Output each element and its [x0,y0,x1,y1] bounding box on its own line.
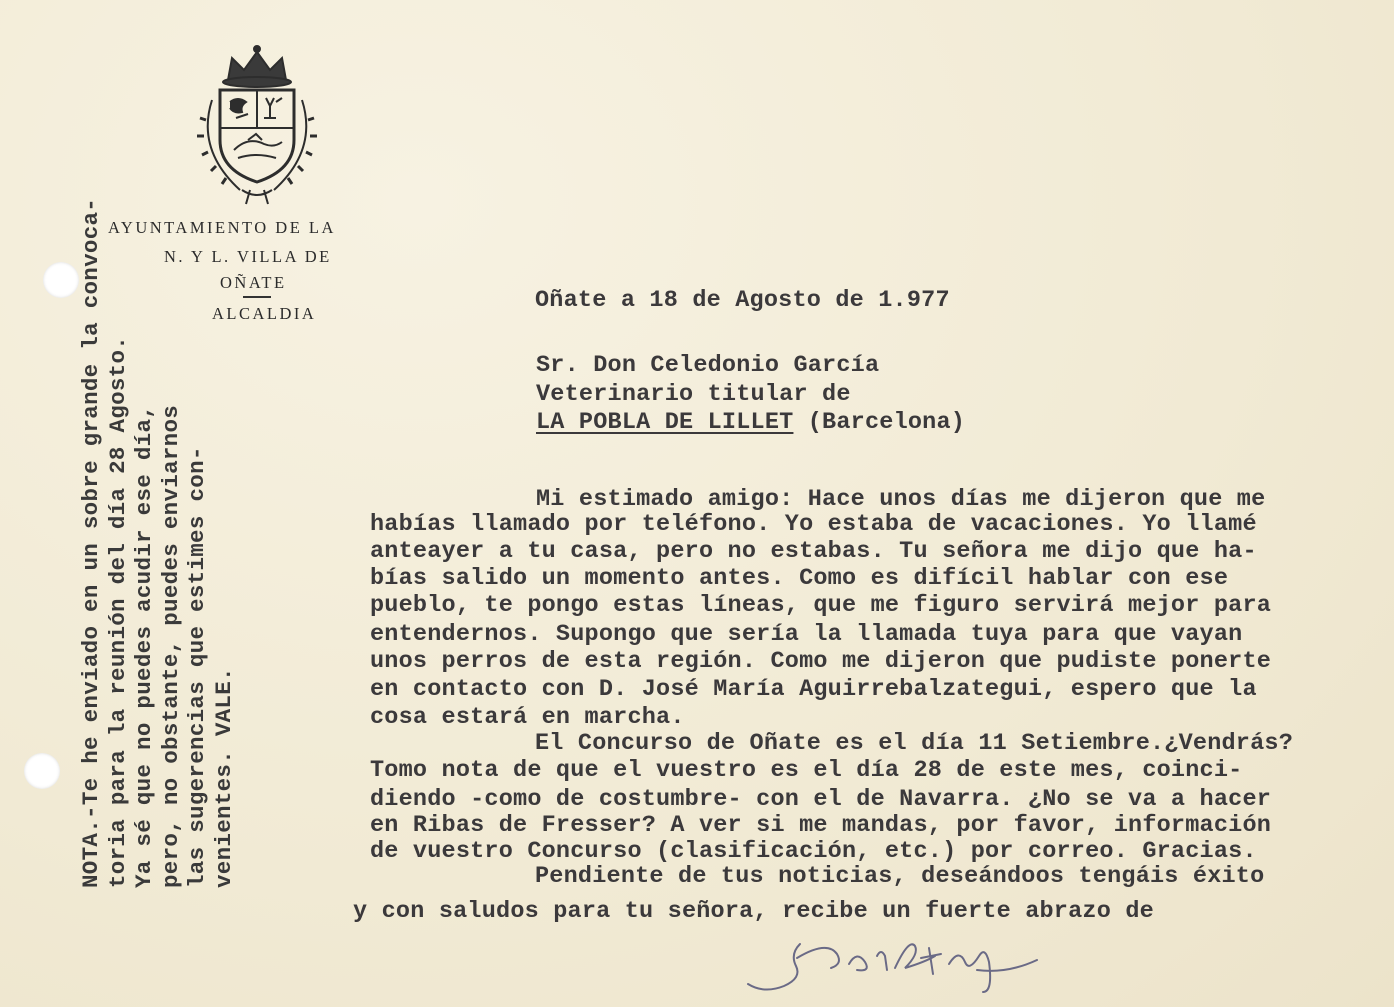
handwritten-signature-icon [745,930,1075,1000]
body-line: en Ribas de Fresser? A ver si me mandas, por favor, información [370,812,1272,839]
recipient-title: Veterinario titular de [536,381,851,408]
recipient-name: Sr. Don Celedonio García [536,352,880,379]
letterhead-line-3: OÑATE [220,273,287,292]
body-line: El Concurso de Oñate es el día 11 Setiembre.¿Vendrás? [535,730,1294,757]
letterhead-divider [243,296,271,298]
body-line: diendo -como de costumbre- con el de Navarra. ¿No se va a hacer [370,786,1272,813]
body-line: pueblo, te pongo estas líneas, que me figuro servirá mejor para [370,592,1272,619]
punch-hole-top [43,262,79,298]
letter-date: Oñate a 18 de Agosto de 1.977 [535,287,950,314]
letterhead-line-1: AYUNTAMIENTO DE LA [108,218,336,237]
body-line: anteayer a tu casa, pero no estabas. Tu señora me dijo que ha- [370,538,1257,565]
body-line: Tomo nota de que el vuestro es el día 28 de este mes, coinci- [370,757,1243,784]
letterhead-line-4: ALCALDIA [212,304,317,323]
body-line: bías salido un momento antes. Como es difícil hablar con ese [370,565,1229,592]
note-line: venientes. VALE. [210,667,237,888]
body-line: y con saludos para tu señora, recibe un fuerte abrazo de [353,898,1154,925]
note-line: NOTA.-Te he enviado en un sobre grande la convoca- [78,197,104,888]
body-line: habías llamado por teléfono. Yo estaba de vacaciones. Yo llamé [370,511,1257,538]
body-line: de vuestro Concurso (clasificación, etc.) por correo. Gracias. [370,838,1257,865]
body-line: cosa estará en marcha. [370,704,685,731]
letterhead-line-2: N. Y L. VILLA DE [164,247,332,266]
recipient-province: (Barcelona) [793,409,966,436]
body-line: unos perros de esta región. Como me dijeron que pudiste ponerte [370,648,1272,675]
body-line: en contacto con D. José María Aguirrebalzategui, espero que la [370,676,1257,703]
recipient-place: LA POBLA DE LILLET [536,409,794,436]
note-line: pero, no obstante, puedes enviarnos [157,404,184,888]
margin-note [78,48,237,888]
body-line: Mi estimado amigo: Hace unos días me dijeron que me [536,486,1266,513]
recipient-address [536,409,965,436]
note-line: las sugerencias que estimes con- [184,446,210,888]
body-line: entendernos. Supongo que sería la llamada tuya para que vayan [370,621,1243,648]
note-line: Ya sé que no puedes acudir ese día, [131,404,157,888]
body-line: Pendiente de tus noticias, deseándoos tengáis éxito [535,863,1265,890]
punch-hole-bottom [24,753,60,789]
note-line: toria para la reunión del día 28 Agosto. [104,335,131,888]
